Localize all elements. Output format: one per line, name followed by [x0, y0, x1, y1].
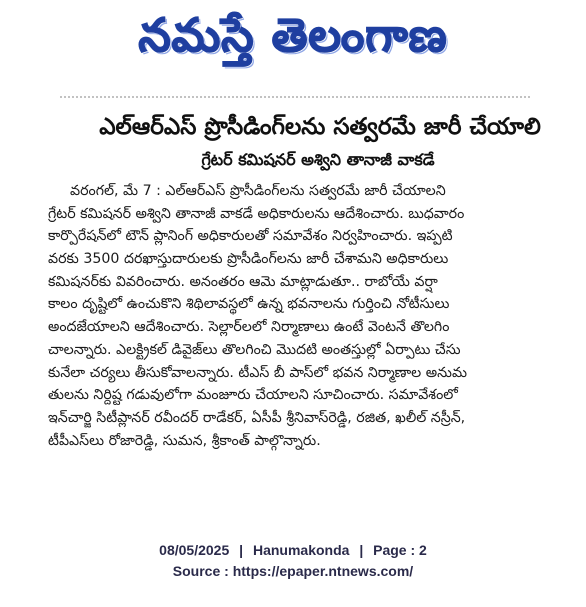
footer-edition: Hanumakonda — [252, 542, 350, 558]
article-line: కాలం దృష్టిలో ఉంచుకొని శిథిలావస్థలో ఉన్న భవనాలను గుర్తించి నోటీసులు — [48, 296, 450, 313]
article-headline: ఎల్ఆర్ఎస్ ప్రొసీడింగ్‌లను సత్వరమే జారీ చేయాలి — [99, 114, 541, 140]
article-line: వరకు 3500 దరఖాస్తుదారులకు ప్రొసీడింగ్‌లను జారీ చేశామని అధికారులు — [48, 251, 449, 268]
footer-page: Page : 2 — [373, 542, 427, 558]
article-line: తులను నిర్దిష్ట గడువులోగా మంజూరు చేయాలని సూచించారు. సమావేశంలో — [48, 387, 458, 404]
footer-separator: | — [359, 542, 364, 558]
footer-date: 08/05/2025 — [159, 542, 230, 558]
article-line: ఇన్‌చార్జి సిటీప్లానర్ రవీందర్ రాడేకర్, ఏసీపీ శ్రీనివాస్‌రెడ్డి, రజిత, ఖలీల్ నస్రీన్, — [48, 409, 466, 426]
article-line: టీపీఎస్‌లు రోజారెడ్డి, సుమన, శ్రీకాంత్ పాల్గొన్నారు. — [48, 432, 321, 449]
article-line: గ్రేటర్ కమిషనర్ అశ్విని తానాజీ వాకడే అధికారులను ఆదేశించారు. బుధవారం — [48, 205, 465, 222]
newspaper-logo: నమస్తే తెలంగాణ — [138, 8, 448, 62]
footer-separator: | — [239, 542, 244, 558]
masthead — [0, 0, 586, 82]
article-line: కార్పొరేషన్‌లో టౌన్ ప్లానింగ్ అధికారులతో సమావేశం నిర్వహించారు. ఇప్పటి — [48, 228, 453, 245]
article-subheadline: గ్రేటర్ కమిషనర్ అశ్విని తానాజీ వాకడే — [201, 150, 435, 169]
footer-meta — [0, 540, 586, 561]
footer-source: Source : https://epaper.ntnews.com/ — [172, 563, 414, 579]
news-clipping — [48, 96, 584, 516]
article-line: చాలన్నారు. ఎలక్ట్రికల్ డివైజ్‌లు తొలగించి మొదటి అంతస్తుల్లో ఏర్పాటు చేసు — [48, 341, 461, 358]
article-line: అందజేయాలని ఆదేశించారు. సెల్లార్‌లలో నిర్మాణాలు ఉంటే వెంటనే తొలగిం — [48, 319, 450, 336]
article-line: కునేలా చర్యలు తీసుకోవాలన్నారు. టీఎస్ బీ పాస్‌లో భవన నిర్మాణాల అనుమ — [48, 364, 467, 381]
article-line: వరంగల్, మే 7 : ఎల్ఆర్ఎస్ ప్రొసీడింగ్‌లను సత్వరమే జారీ చేయాలని — [70, 183, 446, 199]
article-line: కమిషనర్‌కు వివరించారు. అనంతరం ఆమె మాట్లాడుతూ.. రాబోయే వర్షా — [48, 273, 438, 290]
clipping-footer — [0, 540, 586, 582]
clipping-cut-edge — [60, 96, 530, 104]
article-body — [48, 180, 580, 452]
